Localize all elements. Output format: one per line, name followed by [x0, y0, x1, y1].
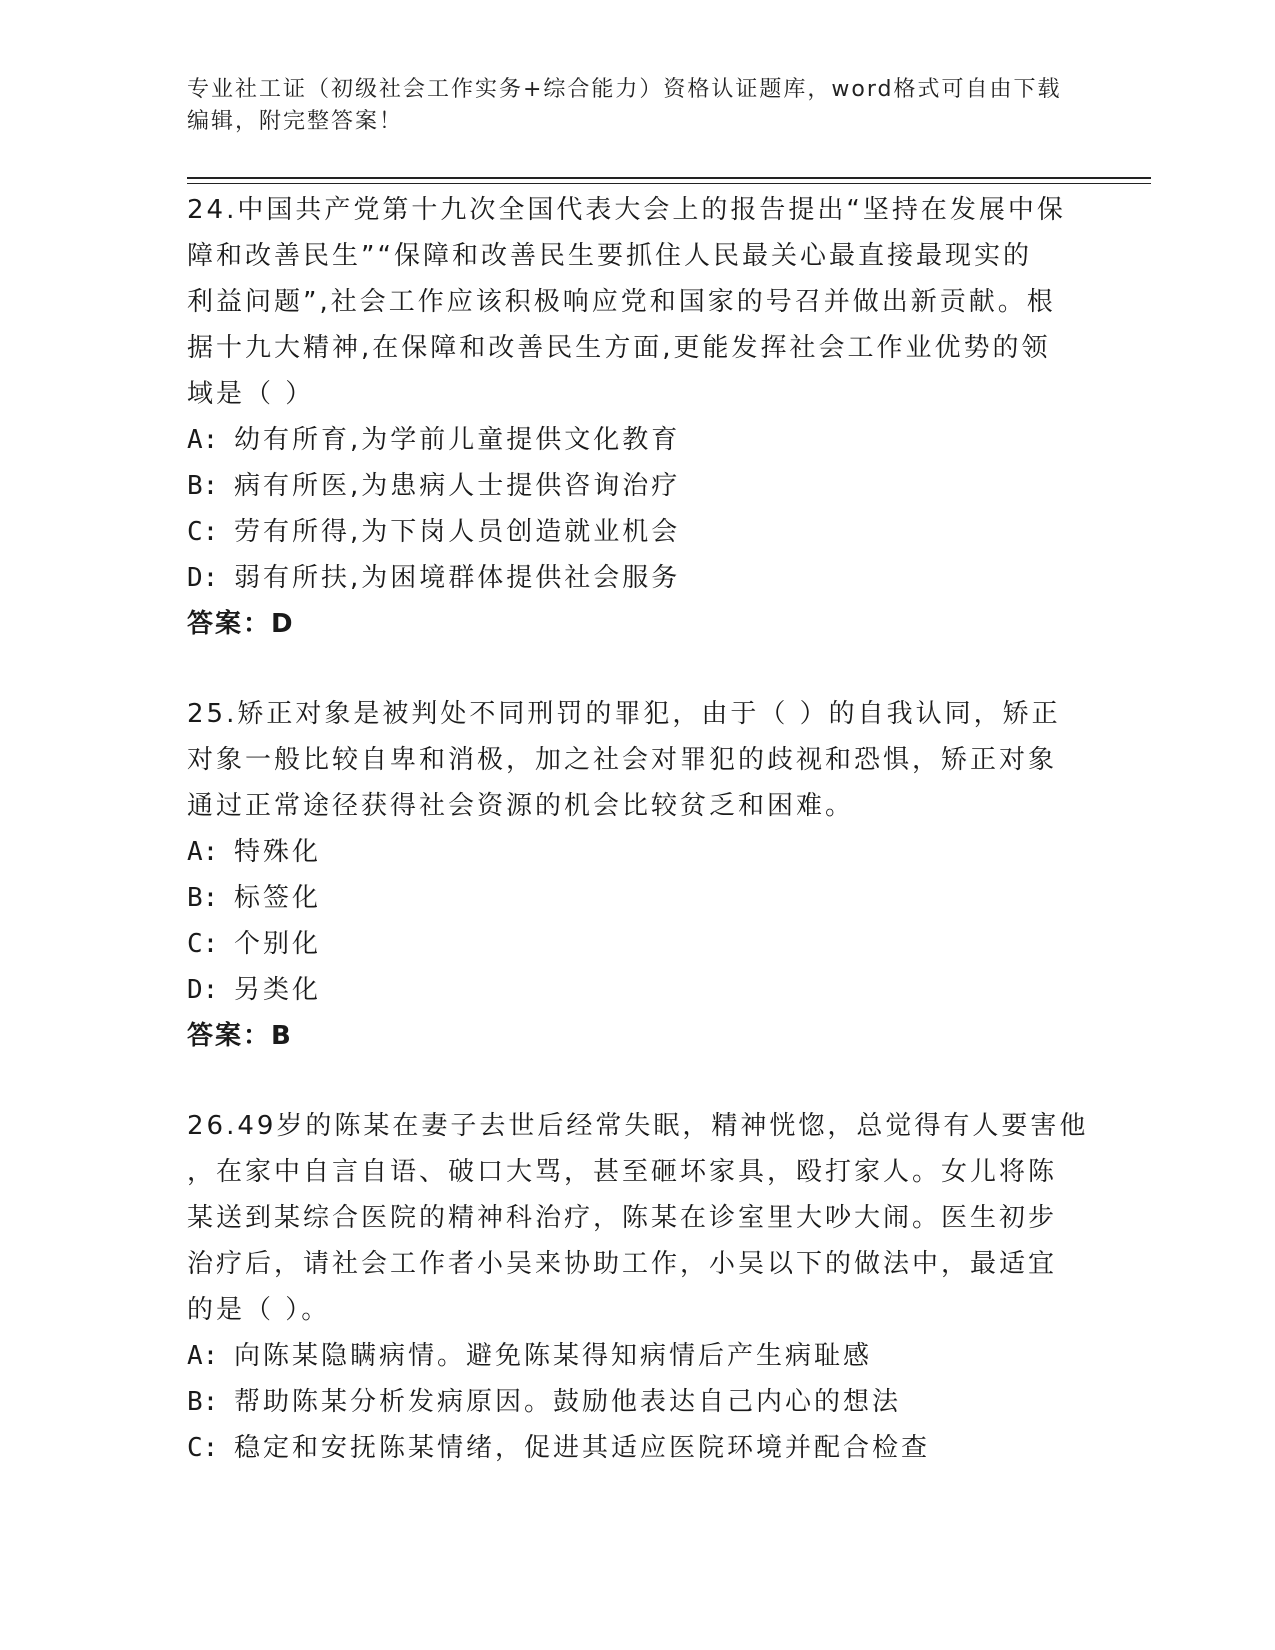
question-24 — [187, 187, 1087, 647]
question-26 — [187, 1103, 1087, 1471]
question-text-line: 障和改善民生”“保障和改善民生要抓住人民最关心最直接最现实的 — [187, 241, 1032, 271]
option-c — [187, 509, 1087, 555]
option-text: 个别化 — [233, 929, 321, 959]
option-c — [187, 1425, 1087, 1471]
option-text: 稳定和安抚陈某情绪，促进其适应医院环境并配合检查 — [233, 1433, 930, 1463]
question-text-line: 某送到某综合医院的精神科治疗，陈某在诊室里大吵大闹。医生初步 — [187, 1203, 1058, 1233]
option-key: C: — [187, 517, 234, 547]
question-text-line: 26.49岁的陈某在妻子去世后经常失眠，精神恍惚，总觉得有人要害他 — [187, 1111, 1089, 1141]
option-text: 向陈某隐瞒病情。避免陈某得知病情后产生病耻感 — [233, 1341, 872, 1371]
option-key: B: — [187, 471, 234, 501]
document-header — [187, 74, 1087, 138]
answer-label: 答案：B — [187, 1021, 293, 1051]
question-text-line: ，在家中自言自语、破口大骂，甚至砸坏家具，殴打家人。女儿将陈 — [187, 1157, 1058, 1187]
option-key: D: — [187, 563, 234, 593]
option-a — [187, 417, 1087, 463]
option-text: 幼有所育,为学前儿童提供文化教育 — [233, 425, 681, 455]
option-c — [187, 921, 1087, 967]
question-text-line: 对象一般比较自卑和消极，加之社会对罪犯的歧视和恐惧，矫正对象 — [187, 745, 1058, 775]
option-b — [187, 1379, 1087, 1425]
option-a — [187, 829, 1087, 875]
option-text: 劳有所得,为下岗人员创造就业机会 — [233, 517, 681, 547]
option-text: 另类化 — [233, 975, 321, 1005]
option-text: 特殊化 — [233, 837, 321, 867]
header-divider-thin — [187, 183, 1151, 184]
option-b — [187, 463, 1087, 509]
option-key: C: — [187, 929, 234, 959]
option-text: 弱有所扶,为困境群体提供社会服务 — [233, 563, 681, 593]
option-d — [187, 555, 1087, 601]
question-text-line: 治疗后，请社会工作者小吴来协助工作，小吴以下的做法中，最适宜 — [187, 1249, 1058, 1279]
option-key: B: — [187, 1387, 234, 1417]
option-key: A: — [187, 425, 234, 455]
question-text-line: 通过正常途径获得社会资源的机会比较贫乏和困难。 — [187, 791, 855, 821]
question-text-line: 的是（ ）。 — [187, 1295, 331, 1325]
question-text-line: 25.矫正对象是被判处不同刑罚的罪犯，由于（ ）的自我认同，矫正 — [187, 699, 1061, 729]
option-key: B: — [187, 883, 234, 913]
question-text-line: 利益问题”,社会工作应该积极响应党和国家的号召并做出新贡献。根 — [187, 287, 1056, 317]
option-key: A: — [187, 1341, 234, 1371]
option-d — [187, 967, 1087, 1013]
option-b — [187, 875, 1087, 921]
header-divider — [187, 177, 1151, 179]
header-line: 编辑，附完整答案！ — [187, 109, 404, 134]
option-text: 标签化 — [233, 883, 321, 913]
option-text: 病有所医,为患病人士提供咨询治疗 — [233, 471, 681, 501]
option-text: 帮助陈某分析发病原因。鼓励他表达自己内心的想法 — [233, 1387, 901, 1417]
option-a — [187, 1333, 1087, 1379]
question-25 — [187, 691, 1087, 1059]
option-key: A: — [187, 837, 234, 867]
header-line: 专业社工证（初级社会工作实务+综合能力）资格认证题库，word格式可自由下载 — [187, 77, 1062, 102]
option-key: C: — [187, 1433, 234, 1463]
question-text-line: 域是（ ） — [187, 379, 315, 409]
option-key: D: — [187, 975, 234, 1005]
answer-label: 答案：D — [187, 609, 295, 639]
question-text-line: 据十九大精神,在保障和改善民生方面,更能发挥社会工作业优势的领 — [187, 333, 1051, 363]
question-text-line: 24.中国共产党第十九次全国代表大会上的报告提出“坚持在发展中保 — [187, 195, 1066, 225]
